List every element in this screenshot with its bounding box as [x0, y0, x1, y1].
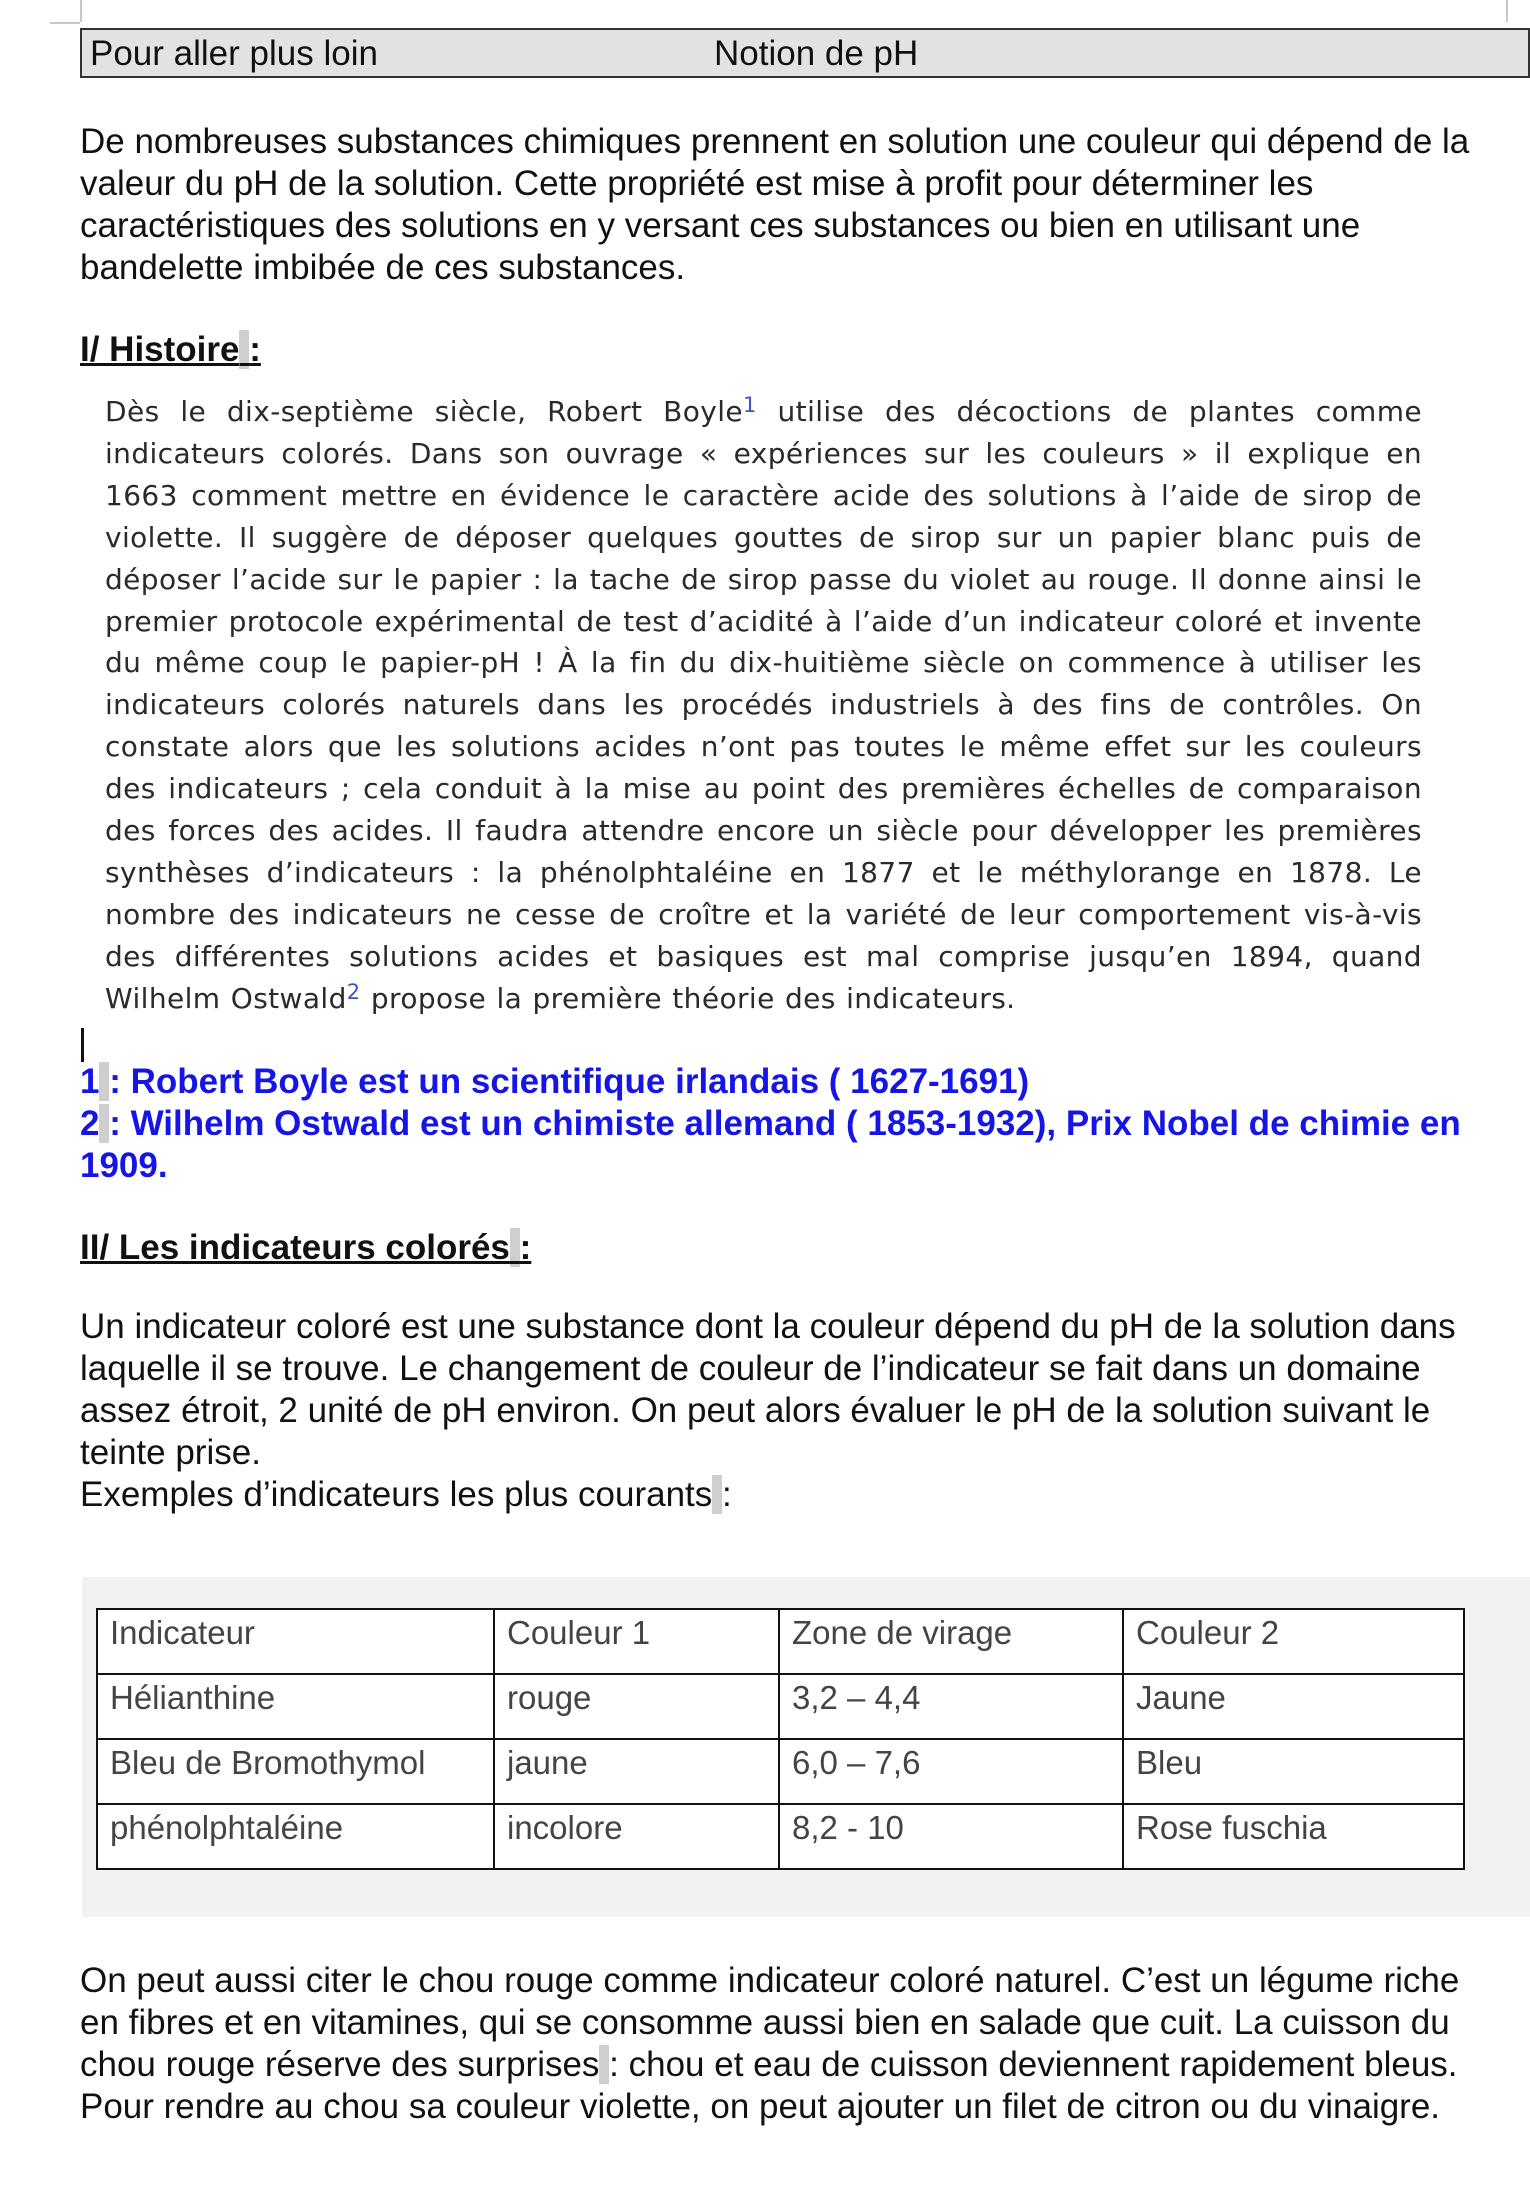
heading-text: I/ Histoire: [80, 330, 240, 369]
examples-line: [80, 1474, 1456, 1516]
closing-line: [80, 2044, 1459, 2086]
table-header-cell: Indicateur: [97, 1609, 494, 1674]
table-cell: Hélianthine: [97, 1674, 494, 1739]
closing-line: Pour rendre au chou sa couleur violette, on peut ajouter un filet de citron ou du vinaigre.: [80, 2087, 1441, 2126]
nbsp-marker: [99, 1104, 109, 1143]
header-left-label: Pour aller plus loin: [90, 34, 378, 73]
closing-text: chou rouge réserve des surprises: [80, 2045, 600, 2084]
table-cell: rouge: [494, 1674, 779, 1739]
quote-text: Dès le dix-septième siècle, Robert Boyle: [105, 395, 744, 428]
table-header-row: [97, 1609, 1464, 1674]
indicators-paragraph: [80, 1306, 1456, 1516]
indicators-table: [96, 1608, 1465, 1870]
history-quote: [105, 391, 1422, 1020]
paragraph-line: Un indicateur coloré est une substance dont la couleur dépend du pH de la solution dans: [80, 1307, 1456, 1346]
paragraph-line: laquelle il se trouve. Le changement de couleur de l’indicateur se fait dans un domaine: [80, 1349, 1421, 1388]
nbsp-marker: [599, 2045, 609, 2084]
closing-line: en fibres et en vitamines, qui se consomme aussi bien en salade que cuit. La cuisson du: [80, 2003, 1450, 2042]
footnote-text: : Wilhelm Ostwald est un chimiste allemand ( 1853-1932), Prix Nobel de chimie en: [109, 1104, 1461, 1143]
table-row: [97, 1739, 1464, 1804]
table-header-cell: Zone de virage: [779, 1609, 1123, 1674]
heading-text: II/ Les indicateurs colorés: [80, 1228, 510, 1267]
nbsp-marker: [510, 1228, 520, 1267]
table-cell: Bleu de Bromothymol: [97, 1739, 494, 1804]
paragraph-line: assez étroit, 2 unité de pH environ. On peut alors évaluer le pH de la solution suivant le: [80, 1391, 1431, 1430]
header-title: Notion de pH: [714, 34, 919, 73]
table-cell: Jaune: [1123, 1674, 1464, 1739]
footnote-1: [80, 1061, 1029, 1103]
examples-label: Exemples d’indicateurs les plus courants: [80, 1475, 713, 1514]
quote-text: utilise des décoctions de plantes comme indicateurs colorés. Dans son ouvrage « expériences sur les couleurs » il explique en 1663 comment mettre en évidence le caractère acide des solutions à l’aide de sirop de violette. Il suggère de déposer quelques gouttes de sirop sur un papier blanc puis de déposer l’acide sur le papier : la tache de sirop passe du violet au rouge. Il donne ainsi le premier protocole expérimental de test d’acidité à l’aide d’un indicateur coloré et invente du même coup le papier-pH ! À la fin du dix-huitième siècle on commence à utiliser les indicateurs colorés naturels dans les procédés industriels à des fins de contrôles. On constate alors que les solutions acides n’ont pas toutes le même effet sur les couleurs des indicateurs ; cela conduit à la mise au point des premières échelles de comparaison des forces des acides. Il faudra attendre encore un siècle pour développer les premières synthèses d’indicateurs : la phénolphtaléine en 1877 et le méthylorange en 1878. Le nombre des indicateurs ne cesse de croître et la variété de leur comportement vis-à-vis des différentes solutions acides et basiques est mal comprise jusqu’en 1894, quand Wilhelm Ostwald: [105, 395, 1423, 1015]
intro-line: valeur du pH de la solution. Cette propriété est mise à profit pour déterminer les: [80, 164, 1314, 203]
closing-paragraph: [80, 1960, 1459, 2128]
closing-line: On peut aussi citer le chou rouge comme indicateur coloré naturel. C’est un légume riche: [80, 1961, 1460, 2000]
intro-line: caractéristiques des solutions en y versant ces substances ou bien en utilisant une: [80, 206, 1361, 245]
footnote-2: [80, 1103, 1461, 1145]
page-corner-mark: [80, 0, 82, 22]
text-cursor: [81, 1028, 84, 1062]
table-cell: 6,0 – 7,6: [779, 1739, 1123, 1804]
footnote-number: 1: [80, 1062, 100, 1101]
footnote-ref-1: 1: [743, 393, 757, 417]
page-corner-mark: [1506, 0, 1508, 22]
table-cell: jaune: [494, 1739, 779, 1804]
footnote-number: 2: [80, 1104, 100, 1143]
examples-colon: :: [722, 1475, 732, 1514]
table-cell: incolore: [494, 1804, 779, 1869]
table-row: [97, 1674, 1464, 1739]
table-cell: 3,2 – 4,4: [779, 1674, 1123, 1739]
table-cell: Rose fuschia: [1123, 1804, 1464, 1869]
page-corner-mark: [50, 22, 80, 24]
nbsp-marker: [239, 330, 249, 369]
section-heading-indicateurs: [80, 1228, 531, 1268]
footnote-2-continuation: 1909.: [80, 1146, 168, 1185]
table-cell: 8,2 - 10: [779, 1804, 1123, 1869]
intro-line: De nombreuses substances chimiques prennent en solution une couleur qui dépend de la: [80, 122, 1470, 161]
closing-text: : chou et eau de cuisson deviennent rapidement bleus.: [609, 2045, 1458, 2084]
table-cell: Bleu: [1123, 1739, 1464, 1804]
header-banner: [80, 28, 1530, 78]
heading-colon: :: [519, 1228, 532, 1267]
intro-paragraph: [80, 121, 1469, 289]
table-cell: phénolphtaléine: [97, 1804, 494, 1869]
footnote-text: : Robert Boyle est un scientifique irlandais ( 1627-1691): [109, 1062, 1030, 1101]
section-heading-histoire: [80, 330, 261, 370]
paragraph-line: teinte prise.: [80, 1433, 261, 1472]
intro-line: bandelette imbibée de ces substances.: [80, 248, 686, 287]
table-header-cell: Couleur 1: [494, 1609, 779, 1674]
footnote-ref-2: 2: [346, 979, 361, 1004]
table-row: [97, 1804, 1464, 1869]
nbsp-marker: [712, 1475, 722, 1514]
heading-colon: :: [249, 330, 261, 369]
quote-text: propose la première théorie des indicateurs.: [360, 981, 1016, 1015]
table-header-cell: Couleur 2: [1123, 1609, 1464, 1674]
nbsp-marker: [99, 1062, 109, 1101]
